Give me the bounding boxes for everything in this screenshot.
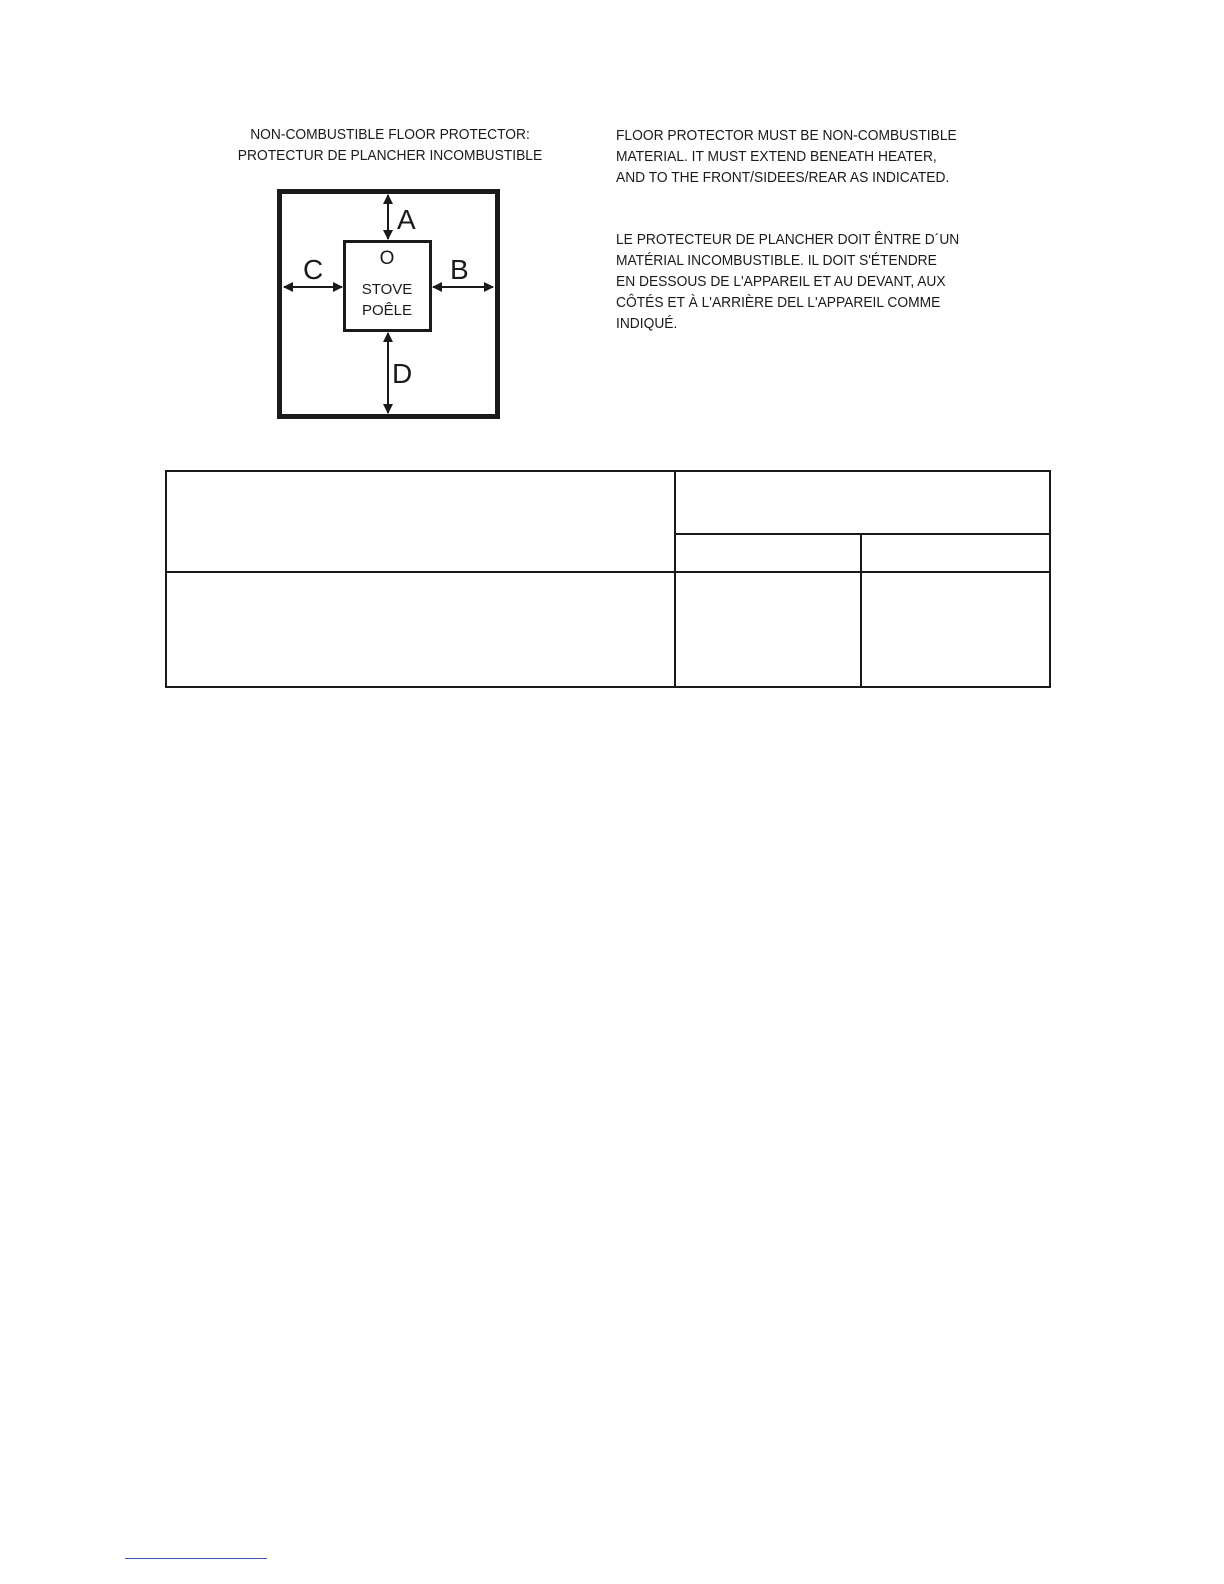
instruction-en-line: MATERIAL. IT MUST EXTEND BENEATH HEATER, xyxy=(616,148,937,165)
footnote-rule xyxy=(125,1558,267,1559)
diagram-caption xyxy=(224,124,555,166)
label-a: A xyxy=(397,204,416,235)
instruction-fr-line: CÔTÉS ET À L'ARRIÈRE DEL L'APPAREIL COMME xyxy=(616,294,941,311)
table-cell xyxy=(861,572,1050,687)
instruction-fr-line: INDIQUÉ. xyxy=(616,315,678,332)
instruction-en-line: AND TO THE FRONT/SIDEES/REAR AS INDICATED. xyxy=(616,169,950,186)
label-b: B xyxy=(450,254,469,285)
stove-label-fr: POÊLE xyxy=(361,302,413,319)
caption-line-1: NON-COMBUSTIBLE FLOOR PROTECTOR: xyxy=(250,126,530,143)
instruction-fr-line: EN DESSOUS DE L'APPAREIL ET AU DEVANT, AUX xyxy=(616,273,946,290)
instruction-fr-line: MATÉRIAL INCOMBUSTIBLE. IL DOIT S'ÉTENDRE xyxy=(616,252,937,269)
caption-line-2: PROTECTUR DE PLANCHER INCOMBUSTIBLE xyxy=(237,147,543,164)
instruction-fr-line: LE PROTECTEUR DE PLANCHER DOIT ÊNTRE D´UN xyxy=(616,231,960,248)
label-c: C xyxy=(303,254,324,285)
stove-label-en: STOVE xyxy=(361,281,413,298)
table-subheader-cell xyxy=(861,534,1050,572)
floor-protector-diagram xyxy=(270,183,510,428)
instruction-en-line: FLOOR PROTECTOR MUST BE NON-COMBUSTIBLE xyxy=(616,127,957,144)
flue-mark: O xyxy=(379,248,395,269)
table-row xyxy=(166,471,1050,534)
label-d: D xyxy=(392,358,413,389)
table-cell xyxy=(675,572,861,687)
clearance-table xyxy=(165,470,1051,688)
instructions-fr xyxy=(616,229,984,334)
table-header-cell xyxy=(675,471,1050,534)
table-header-cell xyxy=(166,471,675,572)
table-cell xyxy=(166,572,675,687)
instructions-en xyxy=(616,125,984,188)
table-row xyxy=(166,572,1050,687)
table-subheader-cell xyxy=(675,534,861,572)
